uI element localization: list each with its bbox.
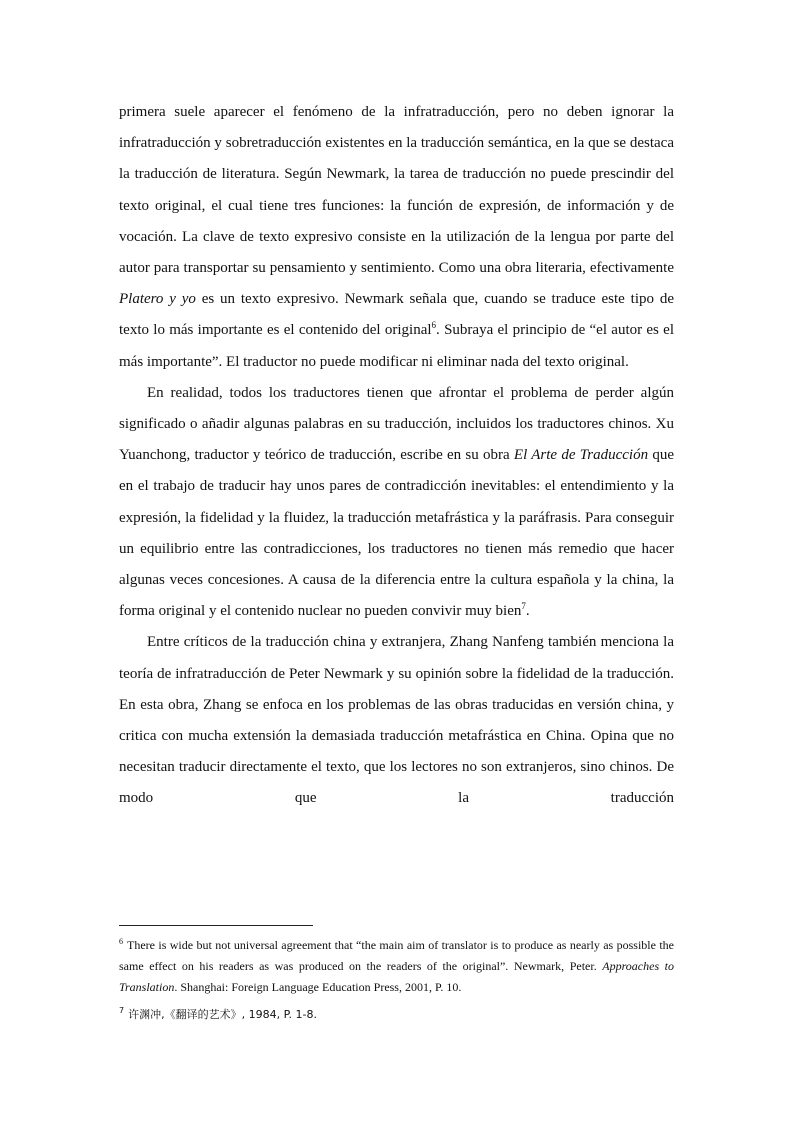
footnote-ref-7: 7 bbox=[521, 601, 526, 612]
footnote-7-number: 7 bbox=[119, 1006, 125, 1016]
footnote-separator bbox=[119, 925, 313, 926]
paragraph-2-text-c: . bbox=[525, 603, 530, 620]
paragraph-3 bbox=[119, 627, 674, 814]
book-title-arte-traduccion: El Arte de Traducción bbox=[513, 447, 649, 464]
footnote-6-text-a: There is wide but not universal agreement that “the main aim of translator is to produce as nearly as possible the same effect on his readers as was produced on the readers of the original”. Newmark, Peter. bbox=[119, 938, 674, 973]
paragraph-1-text-c: . Subraya el principio de “el autor es el más importante”. El traductor no puede modificar ni eliminar nada del texto original. bbox=[119, 322, 674, 370]
footnote-6-text-b: . Shanghai: Foreign Language Education Press, 2001, P. 10. bbox=[174, 980, 462, 994]
footnote-6 bbox=[119, 935, 674, 998]
footnote-6-number: 6 bbox=[119, 937, 123, 946]
footnotes bbox=[119, 935, 674, 1024]
paragraph-2-text-b: que en el trabajo de traducir hay unos pares de contradicción inevitables: el entendimiento y la expresión, la fidelidad y la fluidez, la traducción metafrástica y la paráfrasis. Para conseguir un equilibrio entre las contradicciones, los traductores no tienen más remedio que hacer algunas veces concesiones. A causa de la diferencia entre la cultura española y la china, la forma original y el contenido nuclear no pueden convivir muy bien bbox=[119, 447, 674, 620]
footnote-7-text: 许渊冲,《翻译的艺术》, 1984, P. 1-8. bbox=[128, 1008, 317, 1021]
paragraph-1 bbox=[119, 97, 674, 378]
book-title-platero: Platero y yo bbox=[119, 291, 196, 308]
footnote-7 bbox=[119, 1006, 674, 1024]
paragraph-3-text: Entre críticos de la traducción china y extranjera, Zhang Nanfeng también menciona la teoría de infratraducción de Peter Newmark y su opinión sobre la fidelidad de la traducción. En esta obra, Zhang se enfoca en los problemas de las obras traducidas en versión china, y critica con mucha extensión la demasiada traducción metafrástica en China. Opina que no necesitan traducir directamente el texto, que los lectores no son extranjeros, sino chinos. De modo que la traducción bbox=[119, 634, 674, 807]
paragraph-2-text-a: En realidad, todos los traductores tienen que afrontar el problema de perder algún significado o añadir algunas palabras en su traducción, incluidos los traductores chinos. Xu Yuanchong, traductor y teórico de traducción, escribe en su obra bbox=[119, 384, 674, 464]
footnote-ref-6: 6 bbox=[431, 320, 437, 331]
paragraph-2 bbox=[119, 378, 674, 628]
paragraph-1-text-b: es un texto expresivo. Newmark señala que, cuando se traduce este tipo de texto lo más importante es el contenido del original bbox=[119, 291, 674, 339]
footnote-6-book-title: Approaches to Translation bbox=[119, 959, 674, 994]
body-text bbox=[119, 97, 674, 815]
paragraph-1-text-a: primera suele aparecer el fenómeno de la infratraducción, pero no deben ignorar la infratraducción y sobretraducción existentes en la traducción semántica, en la que se destaca la traducción de literatura. Según Newmark, la tarea de traducción no puede prescindir del texto original, el cual tiene tres funciones: la función de expresión, de información y de vocación. La clave de texto expresivo consiste en la utilización de la lengua por parte del autor para transportar su pensamiento y sentimiento. Como una obra literaria, efectivamente bbox=[119, 104, 674, 277]
